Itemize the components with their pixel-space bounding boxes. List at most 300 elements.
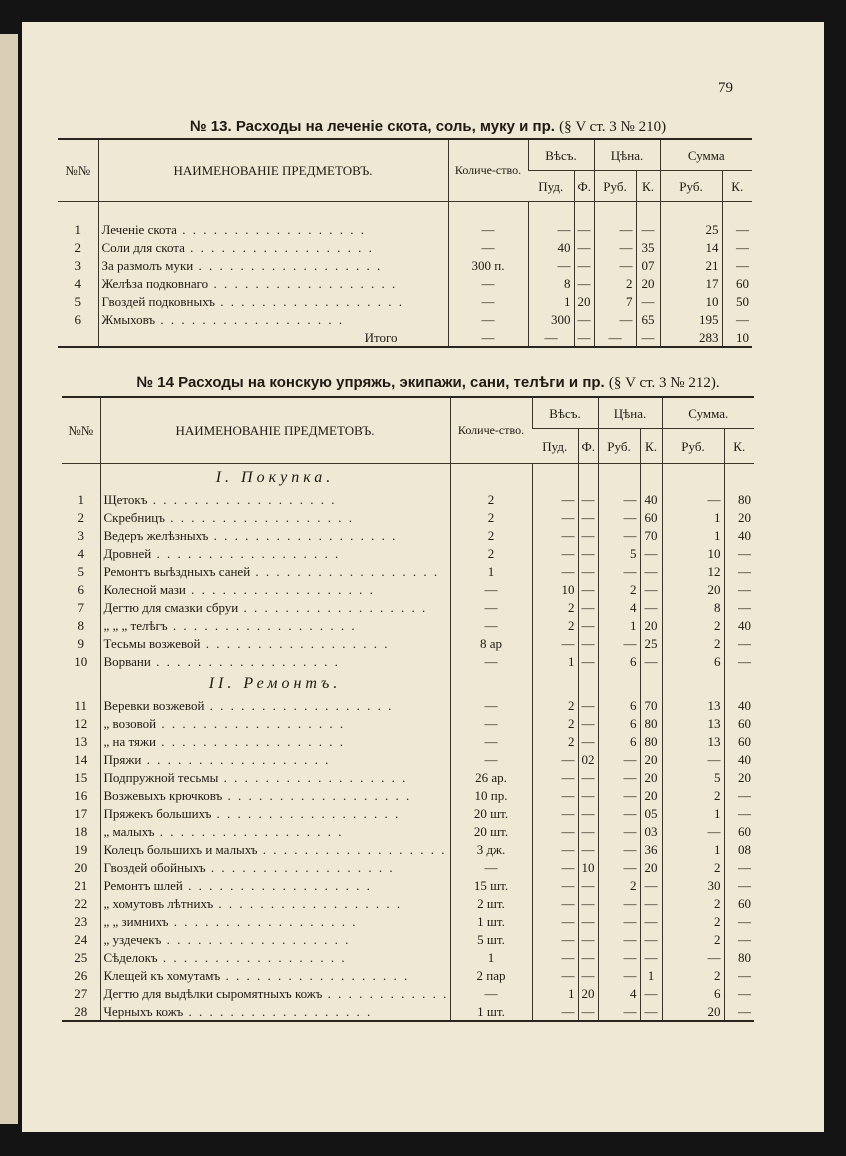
table-cell: 6 <box>77 581 84 597</box>
table-cell: 3 <box>74 257 81 273</box>
table-cell: 3 <box>77 527 84 543</box>
table-cell: 2 <box>662 858 724 876</box>
book-page <box>22 22 824 1132</box>
table-cell: — <box>528 220 574 238</box>
table-row <box>62 526 754 544</box>
table-row <box>62 732 754 750</box>
table-cell: 13 <box>74 733 88 749</box>
table-cell: — <box>532 840 578 858</box>
table-cell: 8 <box>528 274 574 292</box>
table-cell: — <box>598 634 640 652</box>
table-cell: 2 <box>662 966 724 984</box>
table-cell: 1 <box>662 526 724 544</box>
table-cell: — <box>532 490 578 508</box>
table-cell: — <box>578 652 598 670</box>
table-cell: 17 <box>660 274 722 292</box>
table-cell: 20 <box>74 859 88 875</box>
table-cell: — <box>640 894 662 912</box>
table-cell: — <box>598 1002 640 1021</box>
table-cell: — <box>578 732 598 750</box>
table-cell: 2 <box>450 544 532 562</box>
table-cell: 80 <box>640 714 662 732</box>
item-name: Колесной мази . . . <box>100 580 450 598</box>
item-name: Веревки возжевой . . . <box>100 696 450 714</box>
table-cell: 1 <box>528 292 574 310</box>
table-cell: 4 <box>77 545 84 561</box>
table-cell: — <box>724 984 754 1002</box>
table-cell: — <box>532 948 578 966</box>
table-row <box>62 966 754 984</box>
table-cell: 80 <box>724 948 754 966</box>
table-cell: — <box>640 984 662 1002</box>
table-cell: — <box>450 732 532 750</box>
table-cell: — <box>448 238 528 256</box>
table-cell: — <box>578 1002 598 1021</box>
table-cell: — <box>578 768 598 786</box>
total-sum-rub: 283 <box>660 328 722 347</box>
table-cell: — <box>578 598 598 616</box>
table-cell: 10 <box>532 580 578 598</box>
table-cell: 36 <box>640 840 662 858</box>
table-cell: — <box>598 948 640 966</box>
table-cell: — <box>640 598 662 616</box>
col-name-header: НАИМЕНОВАНІЕ ПРЕДМЕТОВЪ. <box>98 139 448 202</box>
total-pud: — <box>528 328 574 347</box>
table-cell: 60 <box>724 894 754 912</box>
table-cell: — <box>578 876 598 894</box>
table-cell: 1 шт. <box>450 912 532 930</box>
table-cell: 24 <box>74 931 88 947</box>
total-k: — <box>636 328 660 347</box>
table-cell: — <box>532 912 578 930</box>
table13 <box>58 138 752 348</box>
table-cell: — <box>578 822 598 840</box>
table-cell: 10 <box>74 653 88 669</box>
table-cell: 5 <box>77 563 84 579</box>
table-cell: 8 ар <box>450 634 532 652</box>
table-cell: 13 <box>662 732 724 750</box>
table-cell: 25 <box>660 220 722 238</box>
table-cell: 2 <box>532 616 578 634</box>
item-name: Скребницъ . . . <box>100 508 450 526</box>
table-cell: — <box>724 804 754 822</box>
table-cell: — <box>724 598 754 616</box>
col-sumk-header: К. <box>722 171 752 202</box>
table-cell: 21 <box>74 877 88 893</box>
table-cell: 1 <box>662 508 724 526</box>
table-cell: 7 <box>77 599 84 615</box>
table-cell: 20 шт. <box>450 804 532 822</box>
total-label: Итого <box>98 328 448 347</box>
table-cell: — <box>532 894 578 912</box>
table-cell: 12 <box>74 715 88 731</box>
table-cell: — <box>532 804 578 822</box>
table-cell: — <box>450 714 532 732</box>
table-cell: — <box>640 1002 662 1021</box>
item-name: Желѣза подковнаго . . . <box>98 274 448 292</box>
col-sumrub-header: Руб. <box>662 429 724 464</box>
item-name: Колецъ большихъ и малыхъ . . . <box>100 840 450 858</box>
col-sumrub-header: Руб. <box>660 171 722 202</box>
table-cell: — <box>578 634 598 652</box>
table-row <box>62 786 754 804</box>
col-qty-header: Количе-ство. <box>448 139 528 202</box>
table-cell: 23 <box>74 913 88 929</box>
total-sum-k: 10 <box>722 328 752 347</box>
table-cell: — <box>528 256 574 274</box>
item-name: „ „ „ телѣгъ . . . <box>100 616 450 634</box>
table-cell: — <box>578 616 598 634</box>
table-cell: 1 <box>532 652 578 670</box>
table-cell: 1 <box>640 966 662 984</box>
table-cell: 2 <box>532 598 578 616</box>
total-rub: — <box>594 328 636 347</box>
table-cell: — <box>598 768 640 786</box>
table-row <box>62 616 754 634</box>
previous-page-edge <box>0 34 18 1124</box>
table-cell: 4 <box>598 598 640 616</box>
table-cell: — <box>598 508 640 526</box>
table-cell: 07 <box>636 256 660 274</box>
table-cell: 2 <box>662 930 724 948</box>
table-cell: 6 <box>598 652 640 670</box>
table-cell: 20 <box>640 786 662 804</box>
table-cell: 26 <box>74 967 88 983</box>
table-cell: 2 <box>598 580 640 598</box>
table-cell: 18 <box>74 823 88 839</box>
item-name: Соли для скота . . . <box>98 238 448 256</box>
table-cell: — <box>598 804 640 822</box>
table-cell: 1 <box>662 840 724 858</box>
table-cell: — <box>532 876 578 894</box>
table-cell: — <box>640 580 662 598</box>
table-cell: 4 <box>74 275 81 291</box>
col-pud-header: Пуд. <box>528 171 574 202</box>
table-cell: 1 <box>450 948 532 966</box>
table-cell: — <box>640 544 662 562</box>
table-row <box>62 822 754 840</box>
table-cell: 10 <box>578 858 598 876</box>
table-cell: — <box>724 786 754 804</box>
section-title-purchase: I. Покупка. <box>100 464 450 491</box>
table-cell: 70 <box>640 696 662 714</box>
table-row <box>62 562 754 580</box>
table-cell: — <box>578 544 598 562</box>
table-cell: — <box>598 526 640 544</box>
table-cell: — <box>598 490 640 508</box>
table-cell: 40 <box>724 696 754 714</box>
table-cell: 20 <box>640 616 662 634</box>
table-cell: — <box>578 804 598 822</box>
table-row <box>62 858 754 876</box>
table-cell: 5 <box>74 293 81 309</box>
table-row <box>62 490 754 508</box>
col-price-header: Цѣна. <box>598 397 662 429</box>
col-num-header: №№ <box>62 397 100 464</box>
table-cell: 2 шт. <box>450 894 532 912</box>
table-cell: 20 <box>724 768 754 786</box>
table-row <box>62 912 754 930</box>
table-cell: 20 <box>574 292 594 310</box>
table-cell: 5 шт. <box>450 930 532 948</box>
col-weight-header: Вѣсъ. <box>528 139 594 171</box>
item-name: „ на тяжи . . . <box>100 732 450 750</box>
item-name: Жмыховъ . . . <box>98 310 448 328</box>
table-cell: 12 <box>662 562 724 580</box>
table-cell: 60 <box>724 714 754 732</box>
table-cell: 20 <box>636 274 660 292</box>
table-cell: 40 <box>640 490 662 508</box>
table-cell: 300 п. <box>448 256 528 274</box>
table-row <box>62 598 754 616</box>
table-cell: 60 <box>722 274 752 292</box>
table-cell: 300 <box>528 310 574 328</box>
item-name: Щетокъ . . . <box>100 490 450 508</box>
table-cell: 40 <box>724 616 754 634</box>
table-cell: 2 <box>74 239 81 255</box>
table-row <box>58 220 752 238</box>
table-row <box>62 1002 754 1021</box>
item-name: Клещей къ хомутамъ . . . <box>100 966 450 984</box>
table-cell: 2 <box>77 509 84 525</box>
table-cell: 5 <box>598 544 640 562</box>
table-cell: — <box>532 634 578 652</box>
table-cell: 2 <box>662 786 724 804</box>
table-cell: 20 <box>640 858 662 876</box>
table-cell: — <box>578 562 598 580</box>
table-cell: 6 <box>662 652 724 670</box>
table-cell: 17 <box>74 805 88 821</box>
table-cell: — <box>722 220 752 238</box>
table-cell: — <box>594 220 636 238</box>
table-cell: — <box>450 984 532 1002</box>
table-cell: 195 <box>660 310 722 328</box>
table-cell: 05 <box>640 804 662 822</box>
table-cell: — <box>578 894 598 912</box>
table-cell: — <box>450 652 532 670</box>
col-k-header: К. <box>636 171 660 202</box>
table-cell: — <box>450 750 532 768</box>
table-cell: — <box>532 1002 578 1021</box>
table-row <box>62 652 754 670</box>
item-name: Гвоздей подковныхъ . . . <box>98 292 448 310</box>
item-name: Дровней . . . <box>100 544 450 562</box>
table-cell: 60 <box>724 822 754 840</box>
item-name: Пряжи . . . <box>100 750 450 768</box>
table-row <box>62 984 754 1002</box>
table-cell: — <box>640 652 662 670</box>
table-cell: 6 <box>662 984 724 1002</box>
table-cell: — <box>532 750 578 768</box>
table-cell: — <box>636 220 660 238</box>
table-cell: — <box>662 490 724 508</box>
col-sumk-header: К. <box>724 429 754 464</box>
table-cell: — <box>598 912 640 930</box>
table-cell: 2 <box>532 732 578 750</box>
table-cell: — <box>532 966 578 984</box>
table-cell: 14 <box>660 238 722 256</box>
item-name: „ „ зимнихъ . . . <box>100 912 450 930</box>
table-row <box>62 930 754 948</box>
item-name: Подпружной тесьмы . . . <box>100 768 450 786</box>
table-cell: — <box>724 912 754 930</box>
table-cell: — <box>578 912 598 930</box>
table-row <box>62 768 754 786</box>
table-cell: 2 <box>662 616 724 634</box>
table-cell: — <box>578 948 598 966</box>
table-row <box>62 580 754 598</box>
table-cell: — <box>598 750 640 768</box>
table-cell: — <box>532 768 578 786</box>
table-cell: 40 <box>528 238 574 256</box>
table-cell: 28 <box>74 1003 88 1019</box>
table-cell: — <box>724 1002 754 1021</box>
table-cell: 1 <box>532 984 578 1002</box>
table-cell: 10 <box>660 292 722 310</box>
table-cell: — <box>594 310 636 328</box>
table-cell: 6 <box>598 714 640 732</box>
item-name: За размолъ муки . . . <box>98 256 448 274</box>
table-cell: 30 <box>662 876 724 894</box>
table-cell: — <box>578 840 598 858</box>
table-cell: 8 <box>662 598 724 616</box>
table-cell: 40 <box>724 526 754 544</box>
table-cell: 2 <box>532 696 578 714</box>
table-cell: — <box>598 858 640 876</box>
table-cell: — <box>578 580 598 598</box>
item-name: Леченіе скота . . . <box>98 220 448 238</box>
table-cell: 1 <box>74 221 81 237</box>
table-cell: — <box>574 238 594 256</box>
table-cell: 6 <box>598 732 640 750</box>
table-cell: 6 <box>74 311 81 327</box>
item-name: Ремонтъ шлей . . . <box>100 876 450 894</box>
table-cell: 20 шт. <box>450 822 532 840</box>
table-cell: 20 <box>662 580 724 598</box>
table-cell: — <box>578 930 598 948</box>
table-cell: 70 <box>640 526 662 544</box>
table-cell: 50 <box>722 292 752 310</box>
table-cell: 2 <box>450 490 532 508</box>
table-cell: 40 <box>724 750 754 768</box>
item-name: Дегтю для смазки сбруи . . . <box>100 598 450 616</box>
table-cell: — <box>662 750 724 768</box>
total-row <box>58 328 752 347</box>
col-k-header: К. <box>640 429 662 464</box>
table-cell: — <box>574 310 594 328</box>
table-row <box>62 750 754 768</box>
item-name: Черныхъ кожъ . . . <box>100 1002 450 1021</box>
table-cell: — <box>574 256 594 274</box>
table-cell: 08 <box>724 840 754 858</box>
table-cell: 2 <box>662 634 724 652</box>
table-cell: 4 <box>598 984 640 1002</box>
table-cell: 5 <box>662 768 724 786</box>
table-cell: — <box>448 310 528 328</box>
col-rub-header: Руб. <box>598 429 640 464</box>
table-cell: 15 <box>74 769 88 785</box>
total-f: — <box>574 328 594 347</box>
page-number: 79 <box>718 80 733 96</box>
table-cell: 2 пар <box>450 966 532 984</box>
item-name: Сѣделокъ . . . <box>100 948 450 966</box>
table-cell: — <box>448 292 528 310</box>
col-sum-header: Сумма. <box>662 397 754 429</box>
item-name: „ хомутовъ лѣтнихъ . . . <box>100 894 450 912</box>
table-cell: — <box>598 840 640 858</box>
table-cell: 2 <box>450 526 532 544</box>
table-cell: 80 <box>724 490 754 508</box>
item-name: Ворвани . . . <box>100 652 450 670</box>
table-cell: 35 <box>636 238 660 256</box>
col-price-header: Цѣна. <box>594 139 660 171</box>
table-cell: 60 <box>724 732 754 750</box>
table-cell: 27 <box>74 985 88 1001</box>
table-cell: 20 <box>578 984 598 1002</box>
table14-title: № 14 Расходы на конскую упряжь, экипажи, сани, телѣги и пр. (§ V ст. 3 № 212). <box>136 374 720 391</box>
table-cell: — <box>532 526 578 544</box>
col-qty-header: Количе-ство. <box>450 397 532 464</box>
table-cell: — <box>722 238 752 256</box>
table-cell: 11 <box>74 697 88 713</box>
table-cell: — <box>532 562 578 580</box>
table-cell: — <box>450 598 532 616</box>
table-cell: 2 <box>598 876 640 894</box>
table-cell: — <box>532 544 578 562</box>
table-cell: 1 шт. <box>450 1002 532 1021</box>
table-cell: — <box>640 930 662 948</box>
table-cell: — <box>724 652 754 670</box>
table-cell: — <box>578 696 598 714</box>
table-cell: — <box>578 508 598 526</box>
table-row <box>58 274 752 292</box>
table-cell: — <box>636 292 660 310</box>
col-rub-header: Руб. <box>594 171 636 202</box>
table-cell: 60 <box>640 508 662 526</box>
item-name: Ремонтъ выѣздныхъ саней . . . <box>100 562 450 580</box>
table-cell: 3 дж. <box>450 840 532 858</box>
table-cell: 9 <box>77 635 84 651</box>
table-cell: 02 <box>578 750 598 768</box>
table-cell: 20 <box>640 768 662 786</box>
table-cell: 2 <box>594 274 636 292</box>
table-cell: — <box>724 858 754 876</box>
table-cell: 1 <box>662 804 724 822</box>
table-cell: — <box>640 912 662 930</box>
table-cell: — <box>450 616 532 634</box>
table-cell: — <box>532 822 578 840</box>
table-cell: 13 <box>662 714 724 732</box>
section-title-repair: II. Ремонтъ. <box>100 670 450 696</box>
table-cell: — <box>448 274 528 292</box>
table-cell: 1 <box>77 491 84 507</box>
table-cell: 15 шт. <box>450 876 532 894</box>
col-f-header: Ф. <box>574 171 594 202</box>
table-cell: — <box>724 580 754 598</box>
item-name: Ведеръ желѣзныхъ . . . <box>100 526 450 544</box>
table-cell: 8 <box>77 617 84 633</box>
table-row <box>62 714 754 732</box>
col-sum-header: Сумма <box>660 139 752 171</box>
table-cell: — <box>574 220 594 238</box>
item-name: „ уздечекъ . . . <box>100 930 450 948</box>
table-cell: — <box>532 508 578 526</box>
table-cell: 80 <box>640 732 662 750</box>
col-name-header: НАИМЕНОВАНІЕ ПРЕДМЕТОВЪ. <box>100 397 450 464</box>
table-cell: 20 <box>662 1002 724 1021</box>
table-cell: — <box>532 786 578 804</box>
table-cell: 2 <box>662 894 724 912</box>
